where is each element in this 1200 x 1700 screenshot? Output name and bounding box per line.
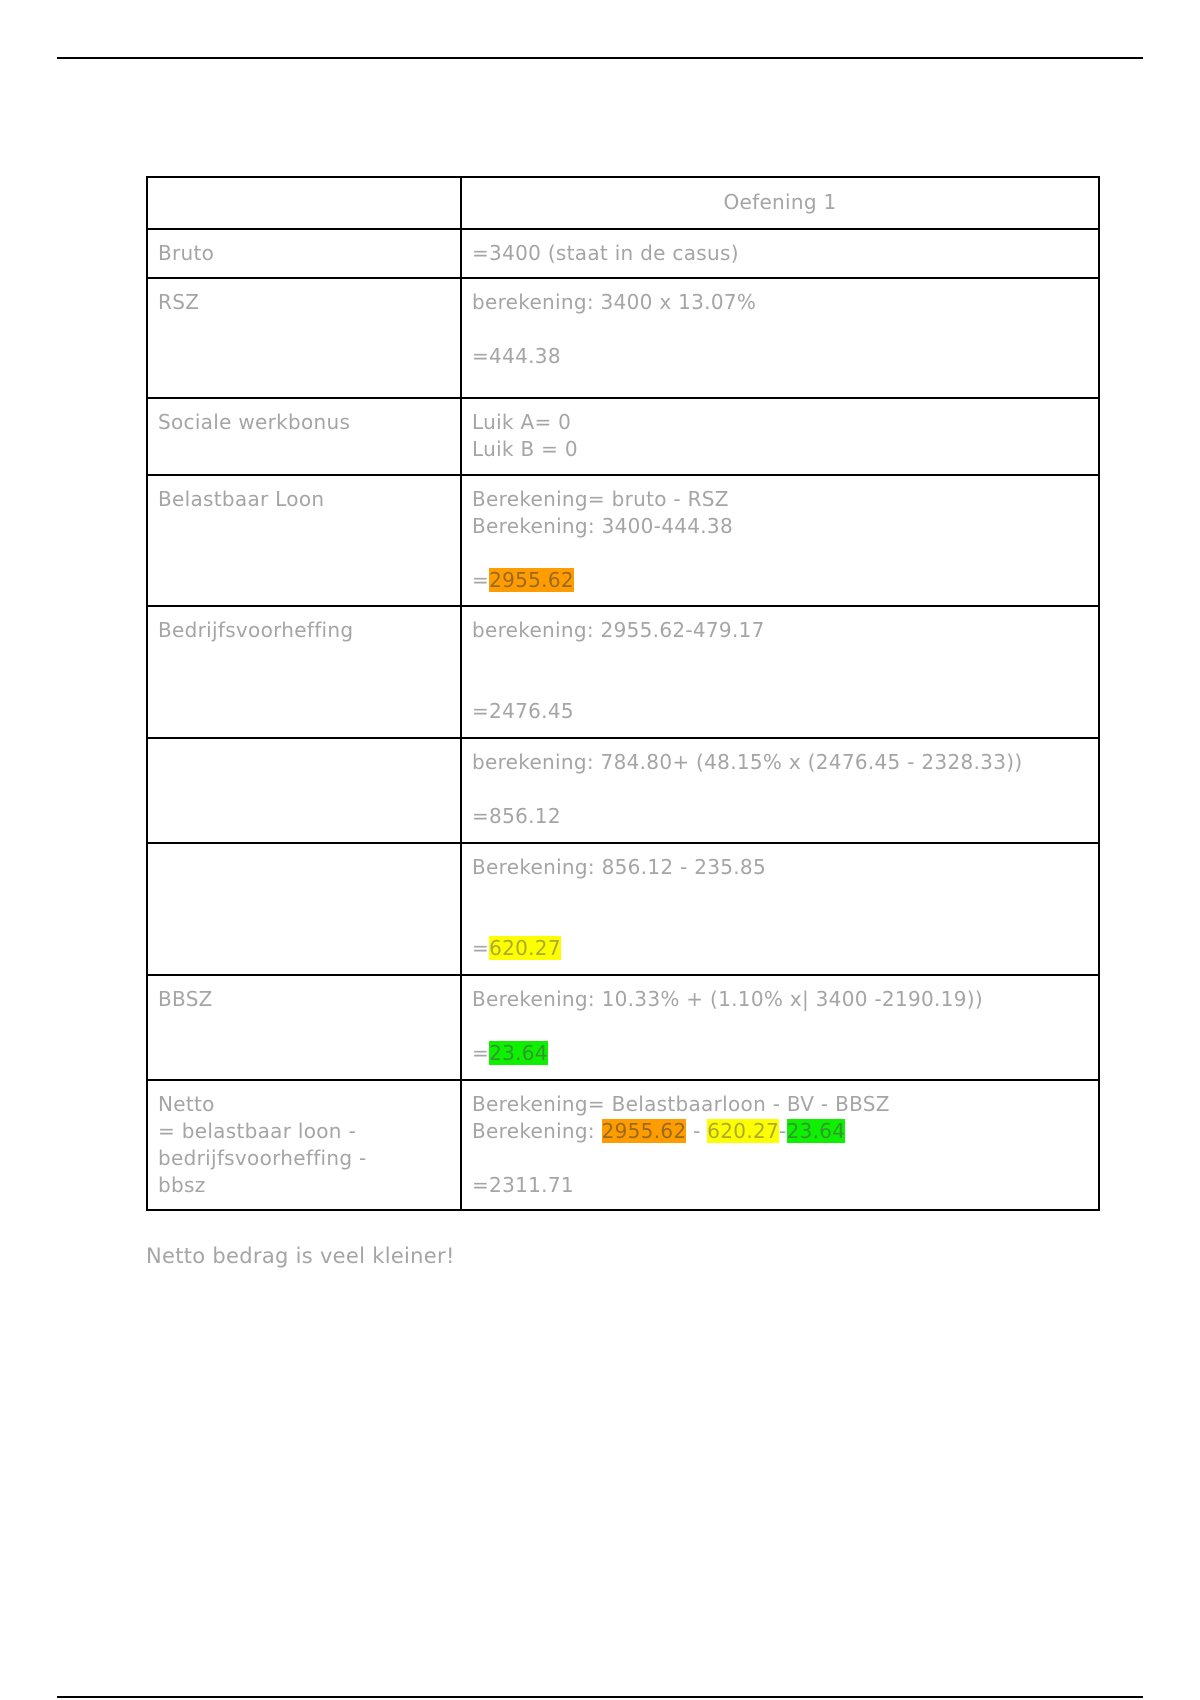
row-label: Belastbaar Loon: [147, 475, 461, 606]
header-rule: [57, 57, 1143, 59]
row-sociale-werkbonus: [147, 398, 1099, 475]
header-exercise-title: Oefening 1: [461, 177, 1099, 229]
highlight-yellow: 620.27: [489, 936, 561, 960]
row-label: Netto = belastbaar loon - bedrijfsvoorheffing - bbsz: [147, 1080, 461, 1210]
row-label: [147, 843, 461, 975]
header-left-cell: [147, 177, 461, 229]
row-bv-step-3: [147, 843, 1099, 975]
row-label: [147, 738, 461, 843]
row-netto: [147, 1080, 1099, 1210]
row-value: berekening: 784.80+ (48.15% x (2476.45 - 2328.33)) =856.12: [461, 738, 1099, 843]
row-value: Berekening: 856.12 - 235.85 =620.27: [461, 843, 1099, 975]
row-value: Berekening= Belastbaarloon - BV - BBSZ Berekening: 2955.62 - 620.27-23.64 =2311.71: [461, 1080, 1099, 1210]
row-label: Bruto: [147, 229, 461, 278]
row-value: Berekening= bruto - RSZ Berekening: 3400-444.38 =2955.62: [461, 475, 1099, 606]
row-value: berekening: 3400 x 13.07% =444.38: [461, 278, 1099, 398]
footnote-text: Netto bedrag is veel kleiner!: [146, 1244, 455, 1268]
row-value: Berekening: 10.33% + (1.10% x| 3400 -2190.19)) =23.64: [461, 975, 1099, 1080]
footer-rule: [57, 1696, 1143, 1698]
row-label: RSZ: [147, 278, 461, 398]
row-label: Sociale werkbonus: [147, 398, 461, 475]
row-value: Luik A= 0 Luik B = 0: [461, 398, 1099, 475]
row-value: berekening: 2955.62-479.17 =2476.45: [461, 606, 1099, 738]
row-bbsz: [147, 975, 1099, 1080]
highlight-orange: 2955.62: [489, 568, 574, 592]
row-bv-step-2: [147, 738, 1099, 843]
highlight-orange: 2955.62: [601, 1119, 687, 1143]
highlight-green: 23.64: [786, 1119, 846, 1143]
row-bedrijfsvoorheffing: [147, 606, 1099, 738]
row-bruto: [147, 229, 1099, 278]
row-value: =3400 (staat in de casus): [461, 229, 1099, 278]
highlight-yellow: 620.27: [707, 1119, 780, 1143]
row-belastbaar-loon: [147, 475, 1099, 606]
table-header-row: [147, 177, 1099, 229]
highlight-green: 23.64: [489, 1041, 548, 1065]
row-label: BBSZ: [147, 975, 461, 1080]
row-rsz: [147, 278, 1099, 398]
row-label: Bedrijfsvoorheffing: [147, 606, 461, 738]
salary-calculation-table: [146, 176, 1100, 1211]
